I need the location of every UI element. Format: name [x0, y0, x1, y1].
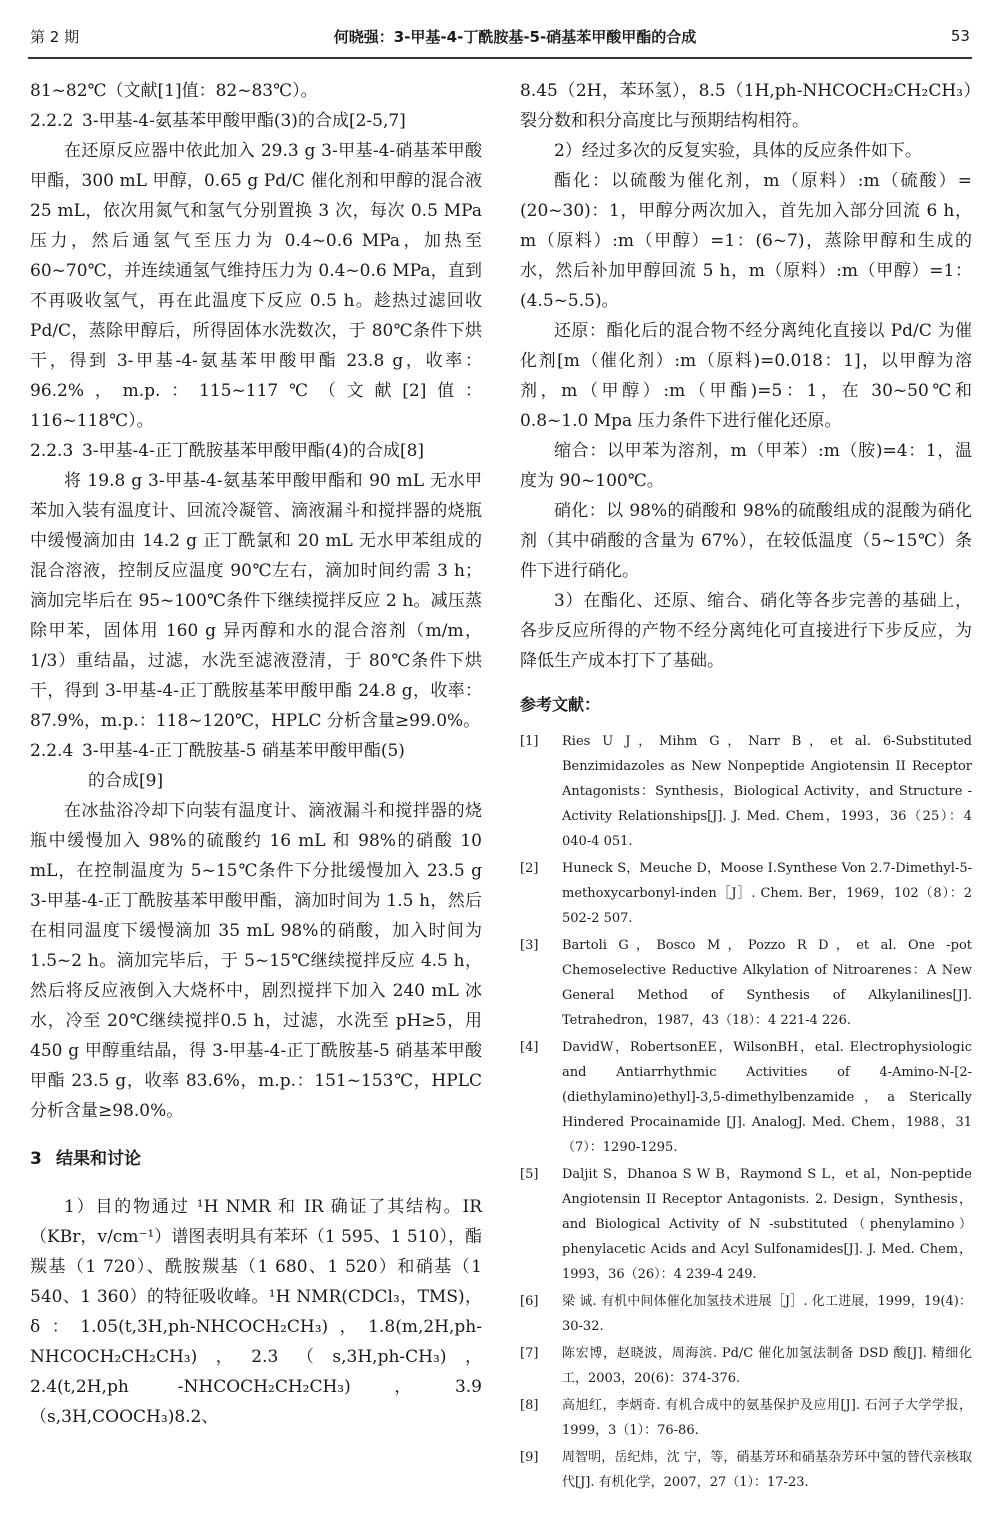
reference-item	[520, 1289, 972, 1339]
subsection-number: 2.2.2	[30, 111, 74, 131]
reference-item	[520, 1393, 972, 1443]
paragraph-continuation: 81~82℃（文献[1]值：82~83℃）。	[30, 81, 318, 101]
paragraph-reduction: 还原：酯化后的混合物不经分离纯化直接以 Pd/C 为催化剂[m（催化剂）:m（原料)=0.018：1]，以甲醇为溶剂，m（甲醇）:m（甲酯)=5：1，在 30~50℃和 0.8~1.0 Mpa 压力条件下进行催化还原。	[520, 321, 972, 431]
issue-number: 第 2 期	[30, 27, 80, 46]
reference-number: [7]	[520, 1346, 539, 1361]
reference-text: Ries U J，Mihm G，Narr B，et al. 6-Substituted Benzimidazoles as New Nonpeptide Angiotensin II Receptor Antagonists：Synthesis，Biological Activity，and Structure -Activity Relationships[J]. J. Med. Chem，1993，36（25）：4 040-4 051.	[562, 734, 972, 849]
subsection-title-cont: 的合成[9]	[88, 771, 164, 791]
reference-item	[520, 729, 972, 854]
reference-text: 高旭红，李炳奇. 有机合成中的氨基保护及应用[J]. 石河子大学学报，1999，3（1）：76-86.	[562, 1398, 972, 1438]
reference-text: Bartoli G，Bosco M，Pozzo R D，et al. One -pot Chemoselective Reductive Alkylation of Nitroarenes：A New General Method of Synthesis of Alkylanilines[J]. Tetrahedron，1987，43（18）：4 221-4 226.	[562, 938, 972, 1028]
header-rule	[28, 57, 972, 59]
reference-number: [5]	[520, 1167, 539, 1182]
reference-text: DavidW，RobertsonEE，WilsonBH，etal. Electrophysiologic and Antiarrhythmic Activities of 4-Amino-N-[2-(diethylamino)ethyl]-3,5-dimethylbenzamide，a Sterically Hindered Procainamide [J]. AnalogJ. Med. Chem，1988，31（7）：1290-1295.	[562, 1040, 972, 1155]
reference-number: [6]	[520, 1294, 539, 1309]
reference-item	[520, 856, 972, 931]
subsection-title: 3-甲基-4-正丁酰胺基苯甲酸甲酯(4)的合成[8]	[82, 441, 425, 461]
left-column	[30, 76, 482, 1432]
paragraph-results-1: 1）目的物通过 ¹H NMR 和 IR 确证了其结构。IR（KBr，v/cm⁻¹）谱图表明具有苯环（1 595、1 510），酯羰基（1 720）、酰胺羰基（1 680、1 520）和硝基（1 540、1 360）的特征吸收峰。¹H NMR(CDCl₃，TMS)，δ：1.05(t,3H,ph-NHCOCH₂CH₃)，1.8(m,2H,ph-NHCOCH₂CH₂CH₃)，2.3（s,3H,ph-CH₃)，2.4(t,2H,ph -NHCOCH₂CH₂CH₃)，3.9（s,3H,COOCH₃)8.2、	[30, 1197, 482, 1427]
paragraph-continuation: 8.45（2H，苯环氢），8.5（1H,ph-NHCOCH₂CH₂CH₃）裂分数和积分高度比与预期结构相符。	[520, 81, 972, 131]
reference-item	[520, 1035, 972, 1160]
subsection-number: 2.2.4	[30, 741, 74, 761]
subsection-heading-2-2-4	[30, 736, 482, 766]
subsection-title: 3-甲基-4-氨基苯甲酸甲酯(3)的合成[2-5,7]	[82, 111, 406, 131]
section-title: 结果和讨论	[56, 1149, 141, 1169]
reference-number: [1]	[520, 734, 539, 749]
reference-text: 陈宏博，赵晓波，周海滨. Pd/C 催化加氢法制备 DSD 酸[J]. 精细化工，2003，20(6)：374-376.	[562, 1346, 972, 1386]
paragraph-esterification: 酯化：以硫酸为催化剂，m（原料）:m（硫酸）=(20~30)：1，甲醇分两次加入，首先加入部分回流 6 h，m（原料）:m（甲醇）=1：(6~7)，蒸除甲醇和生成的水，然后补加甲醇回流 5 h，m（原料）:m（甲醇）=1：(4.5~5.5)。	[520, 171, 972, 311]
page-header	[30, 20, 970, 52]
section-heading-3	[30, 1144, 482, 1174]
reference-number: [2]	[520, 861, 539, 876]
references-list	[520, 729, 972, 1495]
paragraph-2-2-2: 在还原反应器中依此加入 29.3 g 3-甲基-4-硝基苯甲酸甲酯，300 mL 甲醇，0.65 g Pd/C 催化剂和甲醇的混合液 25 mL，依次用氮气和氢气分别置换 3 次，每次 0.5 MPa 压力，然后通氢气至压力为 0.4~0.6 MPa，加热至 60~70℃，并连续通氢气维持压力为 0.4~0.6 MPa，直到不再吸收氢气，再在此温度下反应 0.5 h。趁热过滤回收 Pd/C，蒸除甲醇后，所得固体水洗数次，于 80℃条件下烘干，得到 3-甲基-4-氨基苯甲酸甲酯 23.8 g，收率：96.2%，m.p.：115~117℃（文献[2]值：116~118℃）。	[30, 141, 482, 431]
references-heading: 参考文献：	[520, 695, 601, 714]
reference-number: [9]	[520, 1450, 539, 1465]
reference-item	[520, 933, 972, 1033]
reference-text: 梁 诚. 有机中间体催化加氢技术进展［J］. 化工进展，1999，19(4)：30-32.	[562, 1294, 972, 1334]
reference-item	[520, 1445, 972, 1495]
paragraph-results-3: 3）在酯化、还原、缩合、硝化等各步完善的基础上，各步反应所得的产物不经分离纯化可直接进行下步反应，为降低生产成本打下了基础。	[520, 591, 972, 671]
section-number: 3	[30, 1149, 42, 1169]
subsection-heading-2-2-2	[30, 106, 482, 136]
paragraph-2-2-4: 在冰盐浴冷却下向装有温度计、滴液漏斗和搅拌器的烧瓶中缓慢加入 98%的硫酸约 16 mL 和 98%的硝酸 10 mL，在控制温度为 5~15℃条件下分批缓慢加入 23.5 g 3-甲基-4-正丁酰胺基苯甲酸甲酯，滴加时间为 1.5 h，然后在相同温度下缓慢滴加 35 mL 98%的硝酸，加入时间为 1.5~2 h。滴加完毕后，于 5~15℃继续搅拌反应 4.5 h，然后将反应液倒入大烧杯中，剧烈搅拌下加入 240 mL 冰水，冷至 20℃继续搅拌0.5 h，过滤，水洗至 pH≥5，用 450 g 甲醇重结晶，得 3-甲基-4-正丁酰胺基-5 硝基苯甲酸甲酯 23.5 g，收率 83.6%，m.p.：151~153℃，HPLC 分析含量≥98.0%。	[30, 801, 482, 1121]
reference-number: [3]	[520, 938, 539, 953]
reference-number: [4]	[520, 1040, 539, 1055]
reference-text: Daljit S，Dhanoa S W B，Raymond S L，et al，Non-peptide Angiotensin II Receptor Antagonists. 2. Design，Synthesis，and Biological Activity of N -substituted（phenylamino）phenylacetic Acids and Acyl Sulfonamides[J]. J. Med. Chem，1993，36（26）：4 239-4 249.	[562, 1167, 972, 1282]
subsection-title: 3-甲基-4-正丁酰胺基-5 硝基苯甲酸甲酯(5)	[82, 741, 405, 761]
paragraph-results-2: 2）经过多次的反复实验，具体的反应条件如下。	[554, 141, 922, 161]
page-number: 53	[950, 27, 970, 45]
reference-text: 周智明，岳纪炜，沈 宁，等，硝基芳环和硝基杂芳环中氢的替代亲核取代[J]. 有机化学，2007，27（1）：17-23.	[562, 1450, 972, 1490]
paragraph-2-2-3: 将 19.8 g 3-甲基-4-氨基苯甲酸甲酯和 90 mL 无水甲苯加入装有温度计、回流冷凝管、滴液漏斗和搅拌器的烧瓶中缓慢滴加由 14.2 g 正丁酰氯和 20 mL 无水甲苯组成的混合溶液，控制反应温度 90℃左右，滴加时间约需 3 h；滴加完毕后在 95~100℃条件下继续搅拌反应 2 h。减压蒸除甲苯，固体用 160 g 异丙醇和水的混合溶剂（m/m，1/3）重结晶，过滤，水洗至滤液澄清，于 80℃条件下烘干，得到 3-甲基-4-正丁酰胺基苯甲酸甲酯 24.8 g，收率：87.9%，m.p.：118~120℃，HPLC 分析含量≥99.0%。	[30, 471, 482, 731]
reference-number: [8]	[520, 1398, 539, 1413]
paragraph-nitration: 硝化：以 98%的硝酸和 98%的硫酸组成的混酸为硝化剂（其中硝酸的含量为 67%），在较低温度（5~15℃）条件下进行硝化。	[520, 501, 972, 581]
reference-item	[520, 1341, 972, 1391]
reference-item	[520, 1162, 972, 1287]
reference-text: Huneck S，Meuche D，Moose I.Synthese Von 2.7-Dimethyl-5-methoxycarbonyl-inden［J］. Chem. Ber，1969，102（8）：2 502-2 507.	[562, 861, 972, 926]
right-column	[520, 76, 972, 1497]
subsection-number: 2.2.3	[30, 441, 74, 461]
running-title: 何晓强：3-甲基-4-丁酰胺基-5-硝基苯甲酸甲酯的合成	[333, 27, 697, 46]
paragraph-condensation: 缩合：以甲苯为溶剂，m（甲苯）:m（胺)=4：1，温度为 90~100℃。	[520, 441, 972, 491]
subsection-heading-2-2-3	[30, 436, 482, 466]
